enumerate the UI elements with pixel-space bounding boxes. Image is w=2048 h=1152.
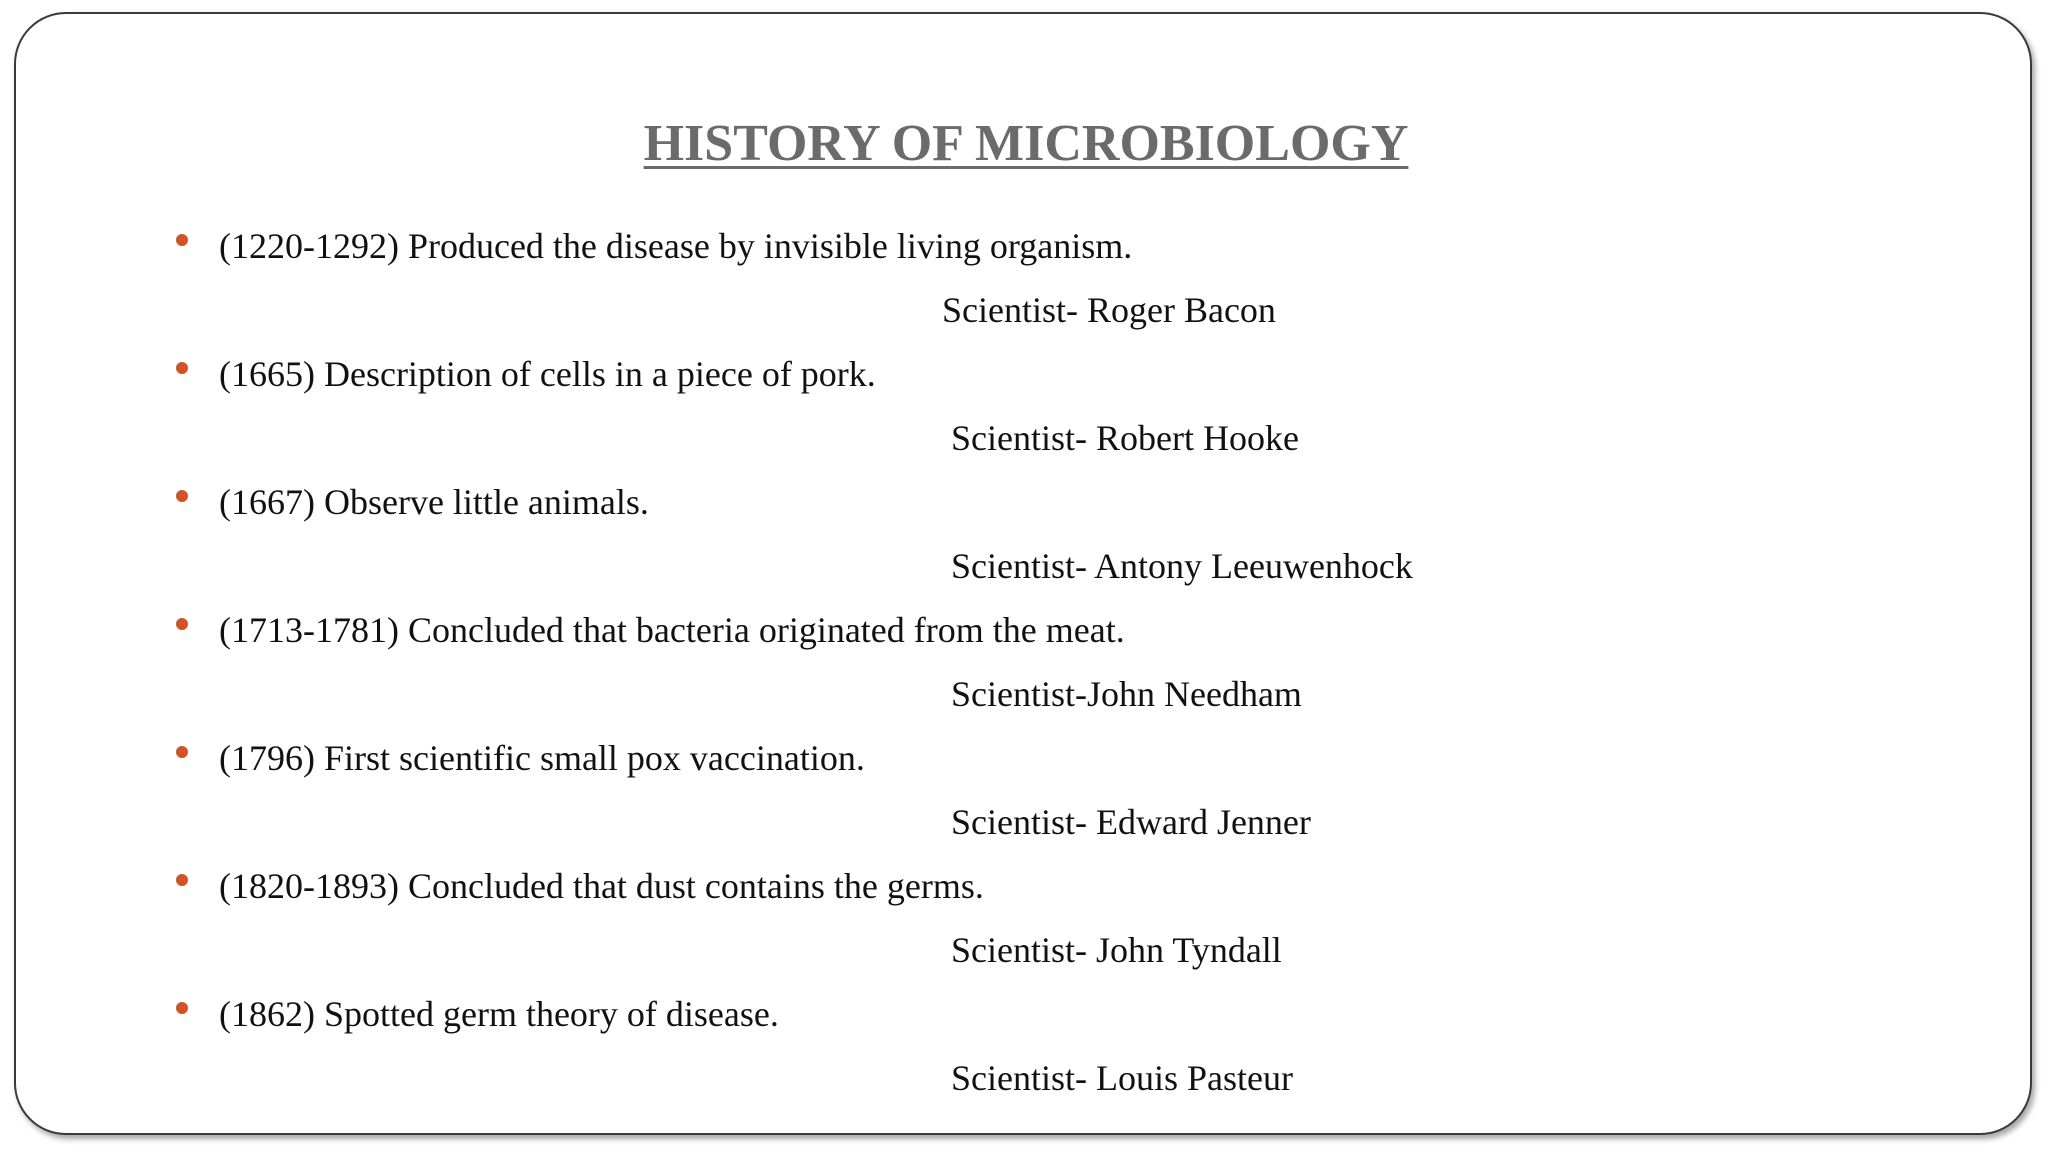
- scientist-text: Scientist-John Needham: [951, 674, 1302, 714]
- scientist-text: Scientist- Louis Pasteur: [951, 1058, 1293, 1098]
- bullet-dot-icon: [176, 234, 188, 246]
- event-text: (1665) Description of cells in a piece of pork.: [219, 354, 876, 394]
- event-text: (1862) Spotted germ theory of disease.: [219, 994, 779, 1034]
- event-text: (1220-1292) Produced the disease by invisible living organism.: [219, 226, 1133, 266]
- scientist-text: Scientist- Edward Jenner: [951, 802, 1311, 842]
- event-text: (1713-1781) Concluded that bacteria originated from the meat.: [219, 610, 1125, 650]
- scientist-text: Scientist- Antony Leeuwenhock: [951, 546, 1413, 586]
- bullet-dot-icon: [176, 746, 188, 758]
- slide-title-text: HISTORY OF MICROBIOLOGY: [643, 115, 1409, 172]
- scientist-text: Scientist- Roger Bacon: [942, 290, 1276, 330]
- bullet-dot-icon: [176, 618, 188, 630]
- scientist-text: Scientist- Robert Hooke: [951, 418, 1299, 458]
- event-text: (1667) Observe little animals.: [219, 482, 649, 522]
- bullet-dot-icon: [176, 490, 188, 502]
- event-text: (1796) First scientific small pox vaccination.: [219, 738, 865, 778]
- bullet-dot-icon: [176, 874, 188, 886]
- bullet-dot-icon: [176, 1002, 188, 1014]
- slide-title: [16, 114, 2036, 174]
- slide: [14, 12, 2032, 1135]
- scientist-text: Scientist- John Tyndall: [951, 930, 1282, 970]
- bullet-dot-icon: [176, 362, 188, 374]
- event-text: (1820-1893) Concluded that dust contains the germs.: [219, 866, 984, 906]
